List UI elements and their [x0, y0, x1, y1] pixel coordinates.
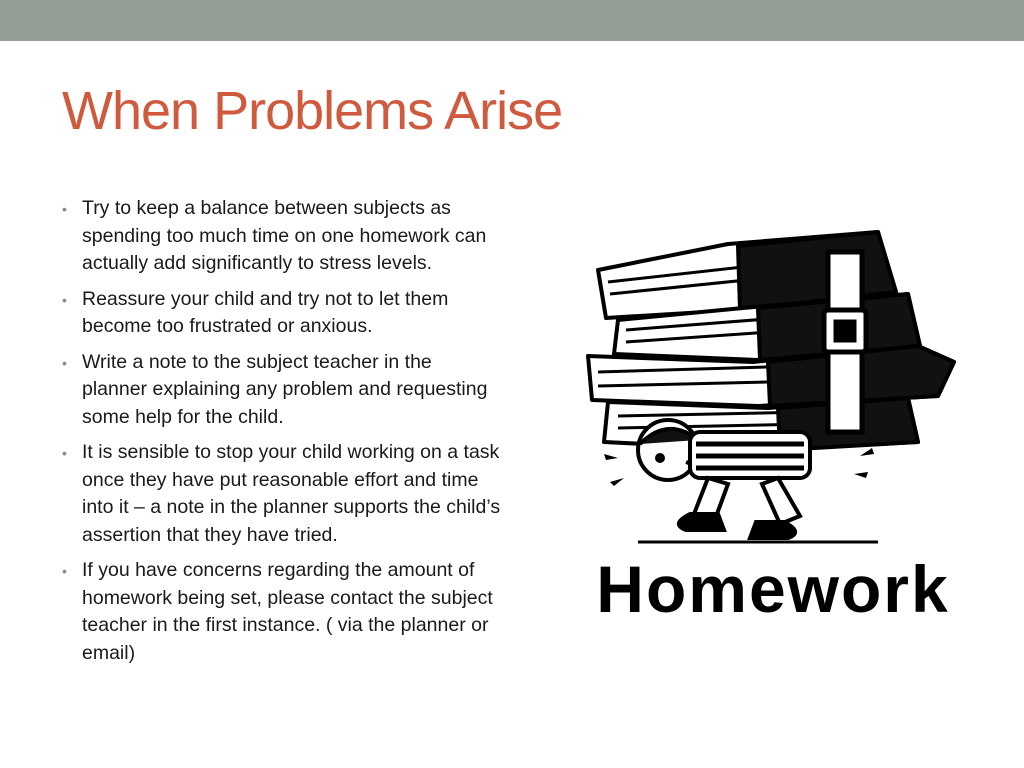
- bullet-item: [62, 349, 502, 432]
- header-band: [0, 0, 1024, 41]
- bullet-list: [62, 195, 502, 675]
- boy: [638, 420, 810, 538]
- bullet-item: [62, 286, 502, 341]
- homework-caption: Homework: [596, 552, 950, 622]
- bullet-item: [62, 439, 502, 549]
- bullet-dot-icon: •: [62, 354, 67, 371]
- slide-title: When Problems Arise: [62, 81, 563, 141]
- bullet-item: [62, 557, 502, 667]
- bullet-text: Try to keep a balance between subjects as spending too much time on one homework can actually add significantly to stress levels.: [82, 197, 487, 274]
- bullet-text: Reassure your child and try not to let them become too frustrated or anxious.: [82, 287, 449, 337]
- bullet-dot-icon: •: [62, 445, 67, 461]
- bullet-text: If you have concerns regarding the amount of homework being set, please contact the subject teacher in the first instance. ( via the planner or email): [82, 559, 493, 664]
- strap: [824, 252, 866, 432]
- bullet-item: [62, 195, 502, 278]
- bullet-text: It is sensible to stop your child working on a task once they have put reasonable effort and time into it – a note in the planner supports the child’s assertion that they have tried.: [82, 441, 501, 546]
- bullet-text: Write a note to the subject teacher in the planner explaining any problem and requesting some help for the child.: [82, 350, 488, 428]
- bullet-dot-icon: •: [62, 291, 67, 308]
- book-stack: [588, 232, 954, 450]
- bullet-dot-icon: •: [62, 563, 67, 579]
- homework-clipart-icon: [578, 222, 968, 622]
- bullet-dot-icon: •: [62, 201, 67, 217]
